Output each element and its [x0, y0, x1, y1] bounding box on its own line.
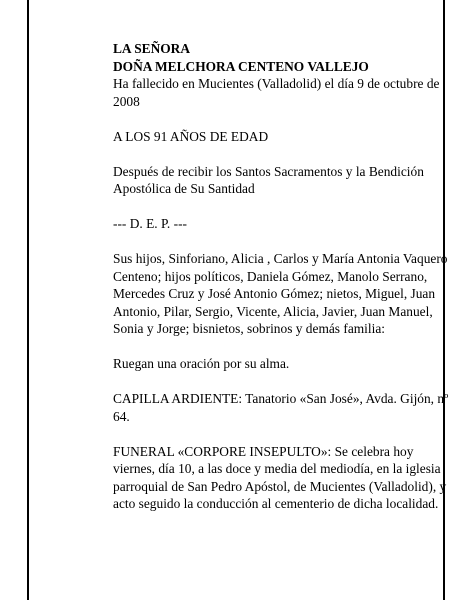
prayer-request: Ruegan una oración por su alma.: [113, 356, 290, 371]
deceased-name: DOÑA MELCHORA CENTENO VALLEJO: [113, 58, 369, 74]
chapel-info: CAPILLA ARDIENTE: Tanatorio «San José», Avda. Gijón, nº 64.: [113, 391, 449, 424]
death-announcement: Ha fallecido en Mucientes (Valladolid) el día 9 de octubre de 2008: [113, 76, 440, 109]
notice-title: LA SEÑORA: [113, 41, 191, 56]
family-list: Sus hijos, Sinforiano, Alicia , Carlos y María Antonia Vaquero Centeno; hijos políticos, Daniela Gómez, Manolo Serrano, Mercedes Cruz y José Antonio Gómez; nietos, Miguel, Juan Antonio, Pilar, Sergio, Vicente, Alicia, Javier, Juan Manuel, Sonia y Jorge; bisnietos, sobrinos y demás familia:: [113, 251, 448, 336]
age-line: A LOS 91 AÑOS DE EDAD: [113, 128, 269, 144]
rip-line: --- D. E. P. ---: [113, 216, 188, 231]
sacraments-line: Después de recibir los Santos Sacramentos y la Bendición Apostólica de Su Santidad: [113, 163, 424, 196]
obituary-notice: [113, 40, 453, 530]
funeral-info: FUNERAL «CORPORE INSEPULTO»: Se celebra hoy viernes, día 10, a las doce y media del mediodía, en la iglesia parroquial de San Pedro Apóstol, de Mucientes (Valladolid), y acto seguido la conducción al cementerio de dicha localidad.: [113, 443, 447, 511]
